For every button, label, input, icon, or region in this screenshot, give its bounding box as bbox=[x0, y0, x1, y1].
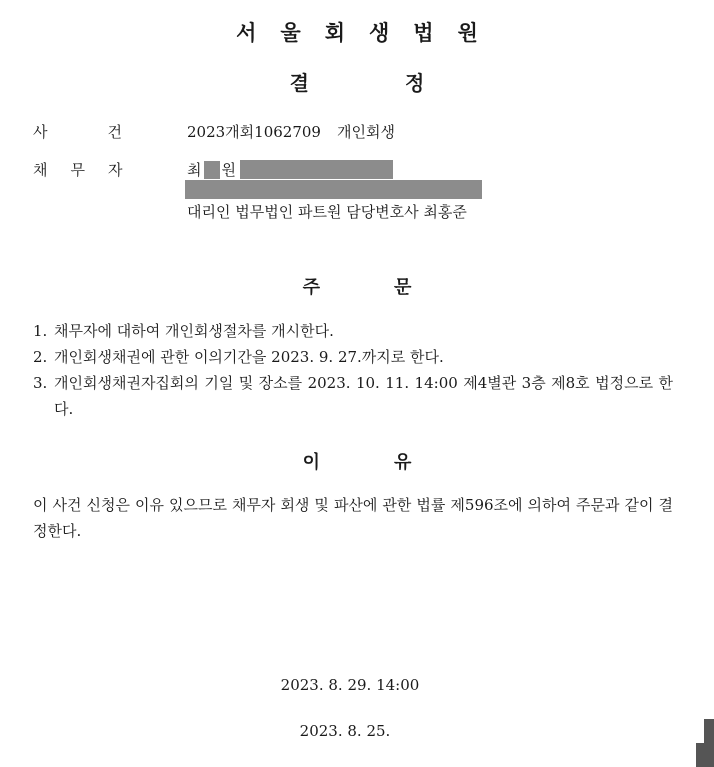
order-item-text: 채무자에 대하여 개인회생절차를 개시한다. bbox=[54, 322, 334, 340]
order-item-number: 3. bbox=[33, 374, 48, 392]
order-item bbox=[33, 344, 673, 370]
redaction-box bbox=[204, 161, 220, 179]
address-redaction-box bbox=[185, 180, 482, 199]
order-item-number: 1. bbox=[33, 322, 48, 340]
order-item-text: 개인회생채권자집회의 기일 및 장소를 2023. 10. 11. 14:00 제4별관 3층 제8호 법정으로 한다. bbox=[54, 374, 673, 418]
debtor-name-last: 원 bbox=[221, 161, 236, 179]
document-date: 2023. 8. 25. bbox=[299, 722, 391, 740]
case-name: 개인회생 bbox=[336, 123, 395, 141]
debtor-label: 채무자 bbox=[33, 161, 146, 179]
document-type: 결정 bbox=[289, 71, 521, 95]
debtor-agent: 대리인 법무법인 파트원 담당변호사 최홍준 bbox=[187, 203, 467, 221]
debtor-name bbox=[187, 159, 393, 180]
page-corner-mark bbox=[694, 717, 714, 767]
reason-heading: 이유 bbox=[302, 452, 486, 473]
order-item bbox=[33, 370, 673, 422]
decision-timestamp: 2023. 8. 29. 14:00 bbox=[280, 676, 420, 694]
case-info bbox=[187, 121, 395, 142]
case-number: 2023개회1062709 bbox=[187, 123, 321, 141]
debtor-name-first: 최 bbox=[187, 161, 202, 179]
redaction-box bbox=[240, 160, 393, 179]
order-item-text: 개인회생채권에 관한 이의기간을 2023. 9. 27.까지로 한다. bbox=[54, 348, 444, 366]
order-item-number: 2. bbox=[33, 348, 48, 366]
order-list bbox=[33, 318, 673, 422]
order-heading: 주문 bbox=[302, 277, 486, 298]
case-label: 사건 bbox=[33, 123, 182, 141]
court-name: 서울회생법원 bbox=[236, 21, 502, 45]
order-item bbox=[33, 318, 673, 344]
reason-text: 이 사건 신청은 이유 있으므로 채무자 회생 및 파산에 관한 법률 제596조에 의하여 주문과 같이 결정한다. bbox=[33, 496, 673, 540]
